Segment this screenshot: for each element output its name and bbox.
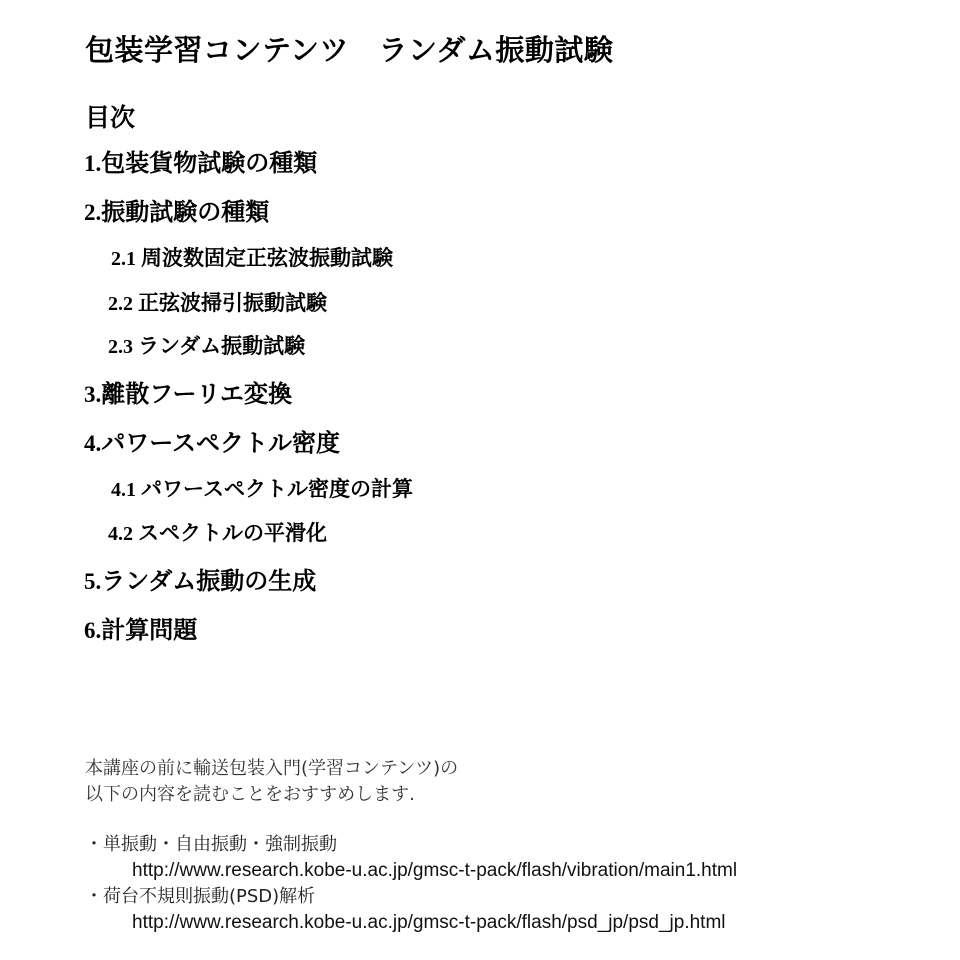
toc-label: 離散フーリエ変換 [101, 380, 293, 408]
toc-number: 4. [84, 431, 102, 456]
toc-label: ランダム振動の生成 [101, 567, 317, 595]
toc-label: パワースペクトル密度 [101, 429, 341, 457]
toc-number: 2. [84, 200, 102, 225]
toc-label: 包装貨物試験の種類 [101, 149, 318, 177]
toc-label: 正弦波掃引振動試験 [138, 291, 327, 315]
note-line-1: 本講座の前に輸送包装入門(学習コンテンツ)の [85, 758, 459, 779]
toc-number: 1. [84, 151, 102, 176]
note-line-2: 以下の内容を読むことをおすすめします. [85, 784, 415, 805]
toc-item-3[interactable] [84, 374, 292, 409]
toc-item-4-2[interactable] [108, 517, 327, 547]
toc-label: 振動試験の種類 [101, 198, 270, 226]
toc-item-2-2[interactable] [108, 287, 327, 317]
toc-number: 2.3 [108, 336, 138, 358]
toc-number: 4.1 [111, 479, 141, 501]
toc-number: 4.2 [108, 523, 138, 545]
toc-label: パワースペクトル密度の計算 [141, 477, 413, 501]
toc-item-6[interactable] [84, 610, 197, 645]
toc-label: スペクトルの平滑化 [138, 521, 327, 545]
toc-item-2-3[interactable] [108, 330, 305, 360]
page-title: 包装学習コンテンツ ランダム振動試験 [85, 33, 614, 67]
toc-item-4-1[interactable] [111, 473, 413, 503]
link-url-1[interactable]: http://www.research.kobe-u.ac.jp/gmsc-t-pack/flash/vibration/main1.html [132, 860, 738, 881]
toc-label: 周波数固定正弦波振動試験 [141, 246, 393, 270]
link-label-2: ・荷台不規則振動(PSD)解析 [85, 886, 316, 907]
toc-number: 2.1 [111, 248, 141, 270]
toc-number: 3. [84, 382, 102, 407]
toc-item-5[interactable] [84, 561, 316, 596]
toc-label: ランダム振動試験 [138, 334, 306, 358]
recommendation-note [85, 756, 458, 808]
reference-links [85, 832, 737, 936]
toc-heading: 目次 [85, 103, 136, 132]
toc-label: 計算問題 [101, 616, 198, 644]
toc-item-2-1[interactable] [111, 242, 393, 272]
toc-item-2[interactable] [84, 192, 269, 227]
link-url-2[interactable]: http://www.research.kobe-u.ac.jp/gmsc-t-pack/flash/psd_jp/psd_jp.html [132, 912, 726, 933]
toc-number: 2.2 [108, 293, 138, 315]
toc-item-4[interactable] [84, 423, 340, 458]
toc-item-1[interactable] [84, 143, 317, 178]
toc-number: 6. [84, 618, 102, 643]
toc-number: 5. [84, 569, 102, 594]
link-label-1: ・単振動・自由振動・強制振動 [85, 834, 337, 855]
